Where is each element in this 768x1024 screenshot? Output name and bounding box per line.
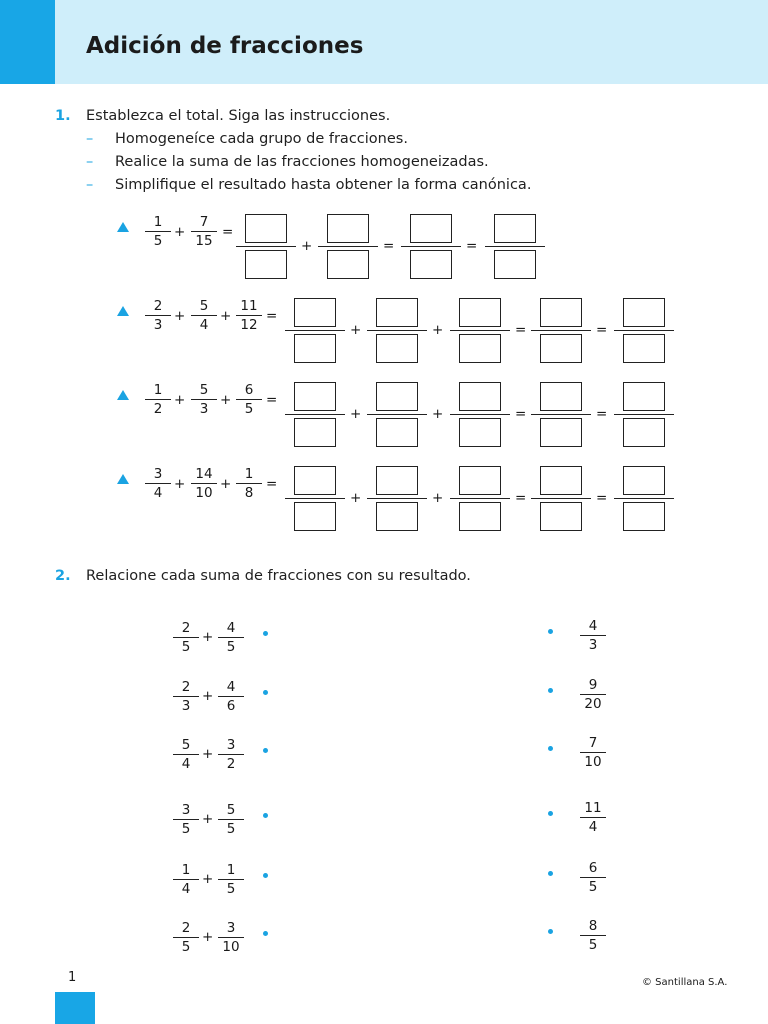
denominator-answer-box[interactable] <box>245 250 287 279</box>
numerator: 11 <box>580 800 606 818</box>
plus-sign: + <box>432 322 444 338</box>
fraction-bar <box>531 414 591 415</box>
denominator: 10 <box>584 754 602 770</box>
plus-sign: + <box>202 688 214 704</box>
numerator: 5 <box>191 382 217 400</box>
denominator-answer-box[interactable] <box>376 502 418 531</box>
equals-sign: = <box>266 392 278 408</box>
numerator: 3 <box>173 802 199 820</box>
numerator: 14 <box>191 466 217 484</box>
numerator-answer-box[interactable] <box>410 214 452 243</box>
numerator: 4 <box>218 679 244 697</box>
numerator-answer-box[interactable] <box>623 298 665 327</box>
match-dot[interactable] <box>548 871 553 876</box>
result-fraction <box>580 735 606 770</box>
numerator: 6 <box>236 382 262 400</box>
denominator: 5 <box>153 233 163 249</box>
given-fraction <box>236 466 262 501</box>
numerator: 5 <box>173 737 199 755</box>
equals-sign: = <box>266 476 278 492</box>
fraction-bar <box>531 498 591 499</box>
exercise-1-number: 1. <box>55 108 71 124</box>
fraction-bar <box>367 498 427 499</box>
denominator: 5 <box>226 881 236 897</box>
denominator: 3 <box>181 698 191 714</box>
equals-sign: = <box>596 490 608 506</box>
match-dot[interactable] <box>548 629 553 634</box>
denominator: 5 <box>181 639 191 655</box>
numerator-answer-box[interactable] <box>376 382 418 411</box>
result-fraction <box>580 677 606 712</box>
fraction-bar <box>450 330 510 331</box>
plus-sign: + <box>301 238 313 254</box>
match-dot[interactable] <box>548 929 553 934</box>
numerator: 2 <box>173 679 199 697</box>
denominator: 6 <box>226 698 236 714</box>
exercise-1-instruction: Establezca el total. Siga las instrucciones. <box>86 108 391 124</box>
numerator-answer-box[interactable] <box>245 214 287 243</box>
fraction <box>218 679 244 714</box>
footer-accent-tab <box>55 992 95 1024</box>
numerator: 9 <box>580 677 606 695</box>
match-dot[interactable] <box>548 811 553 816</box>
denominator-answer-box[interactable] <box>540 418 582 447</box>
numerator-answer-box[interactable] <box>459 466 501 495</box>
given-fraction <box>191 382 217 417</box>
equals-sign: = <box>222 224 234 240</box>
exercise-2-number: 2. <box>55 568 71 584</box>
fraction-bar <box>531 330 591 331</box>
match-dot[interactable] <box>263 931 268 936</box>
plus-sign: + <box>350 490 362 506</box>
numerator-answer-box[interactable] <box>459 298 501 327</box>
plus-sign: + <box>432 490 444 506</box>
step-2: Realice la suma de las fracciones homogeneizadas. <box>115 154 489 170</box>
denominator: 5 <box>588 879 598 895</box>
plus-sign: + <box>350 406 362 422</box>
fraction <box>173 679 199 714</box>
denominator: 4 <box>199 317 209 333</box>
numerator: 8 <box>580 918 606 936</box>
numerator: 1 <box>145 214 171 232</box>
denominator: 10 <box>222 939 240 955</box>
numerator: 1 <box>173 862 199 880</box>
equals-sign: = <box>515 406 527 422</box>
fraction <box>218 802 244 837</box>
fraction-bar <box>614 330 674 331</box>
result-fraction <box>580 918 606 953</box>
denominator-answer-box[interactable] <box>623 502 665 531</box>
denominator-answer-box[interactable] <box>376 418 418 447</box>
plus-sign: + <box>220 476 232 492</box>
match-dot[interactable] <box>263 690 268 695</box>
denominator: 4 <box>588 819 598 835</box>
numerator-answer-box[interactable] <box>540 382 582 411</box>
denominator: 5 <box>181 821 191 837</box>
match-dot[interactable] <box>548 746 553 751</box>
header-accent-tab <box>0 0 55 84</box>
exercise-2-instruction: Relacione cada suma de fracciones con su resultado. <box>86 568 471 584</box>
step-3: Simplifique el resultado hasta obtener la forma canónica. <box>115 177 532 193</box>
plus-sign: + <box>202 746 214 762</box>
fraction-bar <box>236 246 296 247</box>
numerator: 1 <box>218 862 244 880</box>
denominator-answer-box[interactable] <box>540 334 582 363</box>
given-fraction <box>191 214 217 249</box>
step-marker: – <box>86 154 94 170</box>
denominator-answer-box[interactable] <box>540 502 582 531</box>
denominator-answer-box[interactable] <box>494 250 536 279</box>
equals-sign: = <box>515 490 527 506</box>
denominator: 5 <box>226 821 236 837</box>
denominator: 5 <box>226 639 236 655</box>
denominator: 12 <box>240 317 258 333</box>
fraction <box>218 862 244 897</box>
triangle-bullet-icon <box>117 222 129 232</box>
plus-sign: + <box>174 224 186 240</box>
plus-sign: + <box>202 811 214 827</box>
page-number: 1 <box>68 970 77 985</box>
fraction-bar <box>367 330 427 331</box>
numerator: 6 <box>580 860 606 878</box>
plus-sign: + <box>202 629 214 645</box>
denominator: 5 <box>181 939 191 955</box>
numerator: 5 <box>191 298 217 316</box>
triangle-bullet-icon <box>117 306 129 316</box>
denominator: 4 <box>181 756 191 772</box>
denominator-answer-box[interactable] <box>459 334 501 363</box>
denominator-answer-box[interactable] <box>327 250 369 279</box>
fraction <box>173 802 199 837</box>
given-fraction <box>145 466 171 501</box>
denominator: 3 <box>153 317 163 333</box>
numerator: 11 <box>236 298 262 316</box>
numerator-answer-box[interactable] <box>623 466 665 495</box>
fraction <box>218 737 244 772</box>
denominator-answer-box[interactable] <box>623 418 665 447</box>
given-fraction <box>145 298 171 333</box>
match-dot[interactable] <box>263 873 268 878</box>
result-fraction <box>580 860 606 895</box>
denominator: 2 <box>226 756 236 772</box>
given-fraction <box>191 298 217 333</box>
numerator-answer-box[interactable] <box>540 466 582 495</box>
denominator: 15 <box>195 233 213 249</box>
match-dot[interactable] <box>548 688 553 693</box>
numerator-answer-box[interactable] <box>294 382 336 411</box>
fraction <box>173 620 199 655</box>
denominator: 3 <box>588 637 598 653</box>
denominator: 3 <box>199 401 209 417</box>
given-fraction <box>145 382 171 417</box>
numerator: 4 <box>580 618 606 636</box>
denominator-answer-box[interactable] <box>410 250 452 279</box>
plus-sign: + <box>350 322 362 338</box>
match-dot[interactable] <box>263 748 268 753</box>
numerator: 7 <box>580 735 606 753</box>
equals-sign: = <box>266 308 278 324</box>
numerator-answer-box[interactable] <box>376 298 418 327</box>
denominator-answer-box[interactable] <box>294 334 336 363</box>
match-dot[interactable] <box>263 631 268 636</box>
denominator: 4 <box>153 485 163 501</box>
plus-sign: + <box>174 392 186 408</box>
plus-sign: + <box>202 929 214 945</box>
equals-sign: = <box>515 322 527 338</box>
denominator-answer-box[interactable] <box>459 418 501 447</box>
fraction <box>173 862 199 897</box>
denominator-answer-box[interactable] <box>376 334 418 363</box>
numerator: 3 <box>218 920 244 938</box>
result-fraction <box>580 800 606 835</box>
denominator-answer-box[interactable] <box>294 418 336 447</box>
numerator: 4 <box>218 620 244 638</box>
numerator: 2 <box>173 920 199 938</box>
fraction-bar <box>450 498 510 499</box>
plus-sign: + <box>220 308 232 324</box>
fraction <box>173 920 199 955</box>
triangle-bullet-icon <box>117 474 129 484</box>
step-1: Homogeneíce cada grupo de fracciones. <box>115 131 408 147</box>
fraction-bar <box>401 246 461 247</box>
denominator: 10 <box>195 485 213 501</box>
plus-sign: + <box>202 871 214 887</box>
plus-sign: + <box>174 476 186 492</box>
equals-sign: = <box>596 322 608 338</box>
fraction-bar <box>485 246 545 247</box>
denominator: 5 <box>588 937 598 953</box>
step-marker: – <box>86 177 94 193</box>
plus-sign: + <box>174 308 186 324</box>
fraction-bar <box>450 414 510 415</box>
numerator: 3 <box>218 737 244 755</box>
copyright: © Santillana S.A. <box>642 977 728 988</box>
numerator: 2 <box>173 620 199 638</box>
fraction <box>218 920 244 955</box>
denominator-answer-box[interactable] <box>294 502 336 531</box>
given-fraction <box>145 214 171 249</box>
equals-sign: = <box>466 238 478 254</box>
numerator-answer-box[interactable] <box>327 214 369 243</box>
match-dot[interactable] <box>263 813 268 818</box>
numerator-answer-box[interactable] <box>294 298 336 327</box>
fraction-bar <box>318 246 378 247</box>
numerator: 1 <box>236 466 262 484</box>
page-title: Adición de fracciones <box>86 33 364 59</box>
fraction-bar <box>285 414 345 415</box>
numerator-answer-box[interactable] <box>376 466 418 495</box>
numerator-answer-box[interactable] <box>540 298 582 327</box>
equals-sign: = <box>383 238 395 254</box>
numerator-answer-box[interactable] <box>294 466 336 495</box>
numerator: 2 <box>145 298 171 316</box>
numerator: 3 <box>145 466 171 484</box>
equals-sign: = <box>596 406 608 422</box>
given-fraction <box>191 466 217 501</box>
fraction <box>218 620 244 655</box>
denominator: 20 <box>584 696 602 712</box>
numerator-answer-box[interactable] <box>494 214 536 243</box>
denominator-answer-box[interactable] <box>459 502 501 531</box>
fraction-bar <box>367 414 427 415</box>
denominator-answer-box[interactable] <box>623 334 665 363</box>
fraction-bar <box>285 498 345 499</box>
numerator: 7 <box>191 214 217 232</box>
numerator-answer-box[interactable] <box>623 382 665 411</box>
fraction-bar <box>614 414 674 415</box>
denominator: 5 <box>244 401 254 417</box>
plus-sign: + <box>220 392 232 408</box>
denominator: 2 <box>153 401 163 417</box>
numerator: 1 <box>145 382 171 400</box>
triangle-bullet-icon <box>117 390 129 400</box>
denominator: 4 <box>181 881 191 897</box>
numerator-answer-box[interactable] <box>459 382 501 411</box>
plus-sign: + <box>432 406 444 422</box>
fraction-bar <box>285 330 345 331</box>
given-fraction <box>236 382 262 417</box>
step-marker: – <box>86 131 94 147</box>
fraction-bar <box>614 498 674 499</box>
given-fraction <box>236 298 262 333</box>
numerator: 5 <box>218 802 244 820</box>
result-fraction <box>580 618 606 653</box>
denominator: 8 <box>244 485 254 501</box>
fraction <box>173 737 199 772</box>
